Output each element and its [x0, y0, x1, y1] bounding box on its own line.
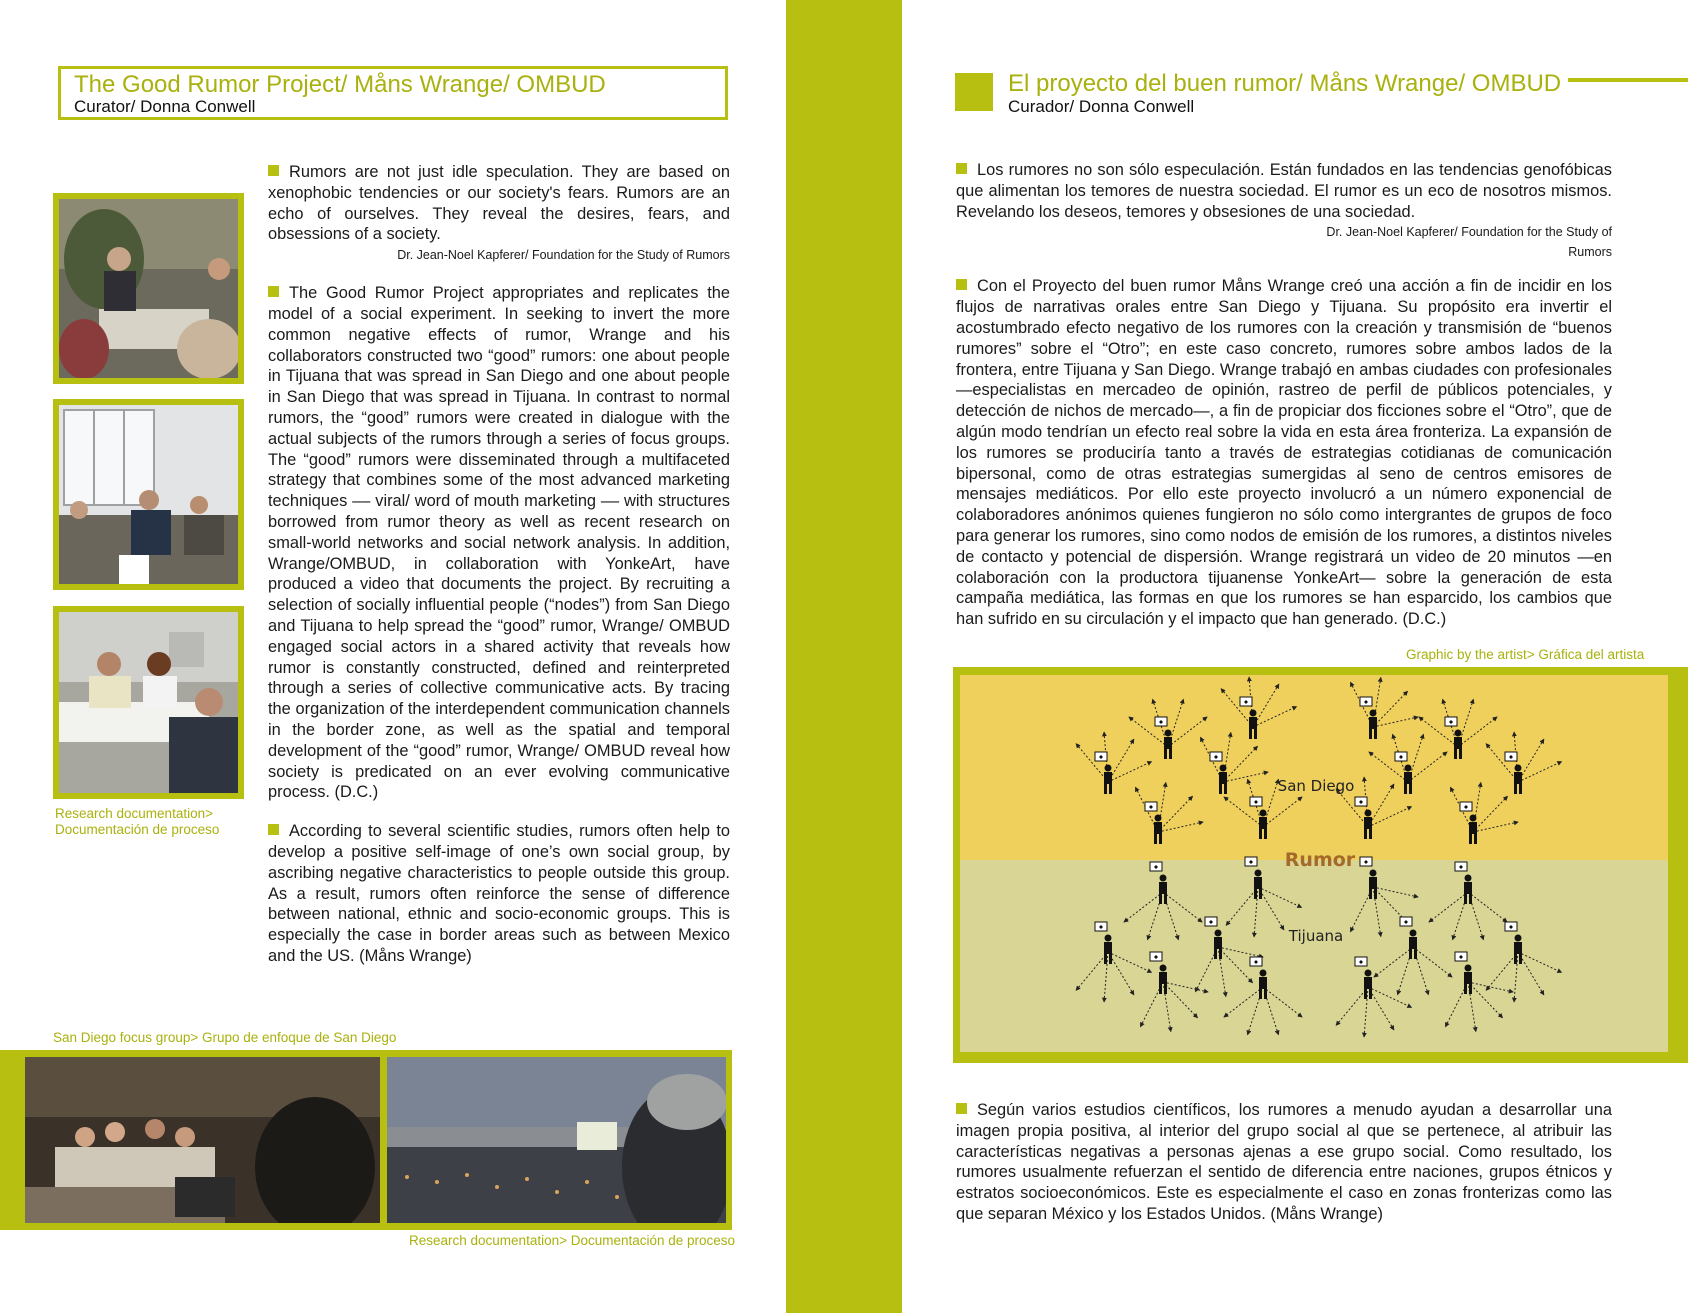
- right-title: El proyecto del buen rumor/ Måns Wrange/ OMBUD: [1008, 70, 1562, 97]
- bullet-square-icon: [268, 165, 279, 176]
- right-body-paragraph-2-block: [956, 1100, 1612, 1225]
- left-body-paragraph-2: [268, 821, 730, 967]
- graphic-label-tijuana: Tijuana: [1288, 927, 1344, 945]
- right-quote-paragraph: [956, 160, 1612, 222]
- photo-image: [59, 612, 238, 793]
- bullet-square-icon: [956, 279, 967, 290]
- photo-image: [59, 405, 238, 584]
- bullet-square-icon: [268, 286, 279, 297]
- right-body-paragraph-1: [956, 276, 1612, 630]
- left-quote-paragraph: [268, 162, 730, 245]
- bullet-square-icon: [956, 163, 967, 174]
- bullet-square-icon: [956, 1103, 967, 1114]
- left-quote-attribution: Dr. Jean-Noel Kapferer/ Foundation for the Study of Rumors: [397, 248, 730, 263]
- left-title: The Good Rumor Project/ Måns Wrange/ OMBUD: [74, 71, 606, 98]
- right-para1: Con el Proyecto del buen rumor Måns Wrange creó una acción a fin de incidir en los flujos de narrativas orales entre San Diego y Tijuana. Su propósito era invertir el acostumbrado efecto negativo de los rumores con la creación y transmisión de “buenos rumores” sobre el “Otro”; en este caso concreto, rumores sobre ambos lados de la frontera, entre Tijuana y San Diego. Wrange trabajó en ambas ciudades con profesionales —especialistas en mercadeo de opinión, rastreo de perfil de públicos potenciales, y detección de nichos de mercado—, a fin de propiciar dos ficciones sobre el “Otro”, que de algún modo tendrían un efecto real sobre la vida en esta área fronteriza. La expansión de los rumores se produciría tanto a través de estrategias cotidianas de comunicación bipersonal, como de otras estrategias sumergidas al seno de centros emisores de mensajes mediáticos. Por ello este proyecto involucró a un número exponencial de colaboradores anónimos quienes fungieron no sólo como intergrantes de grupos de foco para generar los rumores, sino como nodos de emisión de los rumores, a distintos niveles de contacto y potencial de dispersión. Wrange registrará un video de 20 minutos —en colaboración con la productora tijuanense YonkeArt— sobre la generación de esta campaña mediática, las formas en que los rumores se han esparcido, los cambios que han sufrido en su circulación y el impacto que han generado. (D.C.): [956, 277, 1612, 629]
- right-curator: Curador/ Donna Conwell: [1008, 97, 1195, 116]
- side-photo-caption-line1: Research documentation>: [55, 806, 213, 821]
- left-para1: The Good Rumor Project appropriates and replicates the model of a social experiment. In seeking to invert the more common negative effects of rumor, Wrange and his collaborators constructed two “good” rumors: one about people in Tijuana that was spread in San Diego and one about people in San Diego that was spread in Tijuana. In contrast to normal rumors, the “good” rumors were created in dialogue with the actual subjects of the rumors through a series of focus groups. The “good” rumors were disseminated through a multifaceted strategy that combines some of the most advanced marketing techniques –– viral/ word of mouth marketing –– with structures borrowed from rumor theory as well as recent research on small-world networks and social network analysis. In addition, Wrange/OMBUD, in collaboration with YonkeArt, have produced a video that documents the project. By recruiting a selection of socially influential people (“nodes”) from San Diego and Tijuana to help spread the “good” rumor, Wrange/ OMBUD engaged social actors in a shared activity that reveals how rumor is constantly constructed, defined and reinterpreted through a series of collective communicative acts. By tracing the organization of the interdependent communication channels in the border zone, as well as the spatial and temporal development of the “good” rumor, Wrange/ OMBUD reveal how society is predicated on an ever evolving communicative process. (D.C.): [268, 284, 730, 802]
- photo-border-crossing: [387, 1057, 726, 1223]
- bullet-square-icon: [268, 824, 279, 835]
- left-curator: Curator/ Donna Conwell: [74, 97, 256, 116]
- right-title-square: [955, 73, 993, 111]
- right-quote-attribution-1: Dr. Jean-Noel Kapferer/ Foundation for the Study of: [1326, 225, 1612, 240]
- right-title-rule: [1568, 78, 1688, 82]
- left-body-paragraph-1: [268, 283, 730, 803]
- photo-image: [59, 199, 238, 378]
- left-text-column: [268, 162, 730, 967]
- side-photo-caption-line2: Documentación de proceso: [55, 822, 220, 837]
- bottom-photo-caption-bottom: Research documentation> Documentación de proceso: [409, 1233, 736, 1248]
- photo-focus-group-3: [53, 606, 244, 799]
- rumor-graphic: [953, 667, 1688, 1063]
- center-spine: [786, 0, 902, 1313]
- right-text-column: [956, 160, 1612, 630]
- photo-focus-group-1: [53, 193, 244, 384]
- rumor-graphic-frame: [953, 667, 1688, 1063]
- graphic-caption: Graphic by the artist> Gráfica del artista: [1406, 647, 1645, 662]
- bottom-photo-caption-top: San Diego focus group> Grupo de enfoque de San Diego: [53, 1030, 397, 1045]
- left-para2: According to several scientific studies, rumors often help to develop a positive self-image of one’s own social group, by ascribing negative characteristics to people outside this group. As a result, rumors often reinforce the sense of difference between national, ethnic and socio-economic groups. This is especially the case in border areas such as between Mexico and the US. (Måns Wrange): [268, 822, 730, 965]
- graphic-top-region: [960, 675, 1668, 860]
- photo-san-diego-focus-group: [25, 1057, 380, 1223]
- graphic-label-rumor: Rumor: [1284, 849, 1356, 871]
- left-quote: Rumors are not just idle speculation. They are based on xenophobic tendencies or our society's fears. Rumors are an echo of ourselves. They reveal the desires, fears, and obsessions of a society.: [268, 163, 730, 244]
- right-body-paragraph-2: [956, 1100, 1612, 1225]
- right-quote: Los rumores no son sólo especulación. Están fundados en las tendencias genofóbicas que alimentan los temores de nuestra sociedad. El rumor es un eco de nosotros mismos. Revelando los deseos, temores y obsesiones de una sociedad.: [956, 161, 1612, 221]
- left-title-box: [58, 66, 728, 120]
- graphic-bottom-region: [960, 860, 1668, 1052]
- right-quote-attribution-2: Rumors: [1568, 245, 1612, 260]
- photo-focus-group-2: [53, 399, 244, 590]
- right-para2: Según varios estudios científicos, los rumores a menudo ayudan a desarrollar una imagen propia positiva, al interior del grupo social al que se pertenece, al atribuir las características negativas a personas ajenas a ese grupo social. Como resultado, los rumores usualmente refuerzan el sentido de diferencia entre naciones, grupos étnicos y estratos socioeconómicos. Este es especialmente el caso en zonas fronterizas como las que separan México y los Estados Unidos. (Måns Wrange): [956, 1101, 1612, 1223]
- graphic-label-san-diego: San Diego: [1277, 777, 1355, 795]
- photo-image: [25, 1057, 380, 1223]
- photo-image: [387, 1057, 726, 1223]
